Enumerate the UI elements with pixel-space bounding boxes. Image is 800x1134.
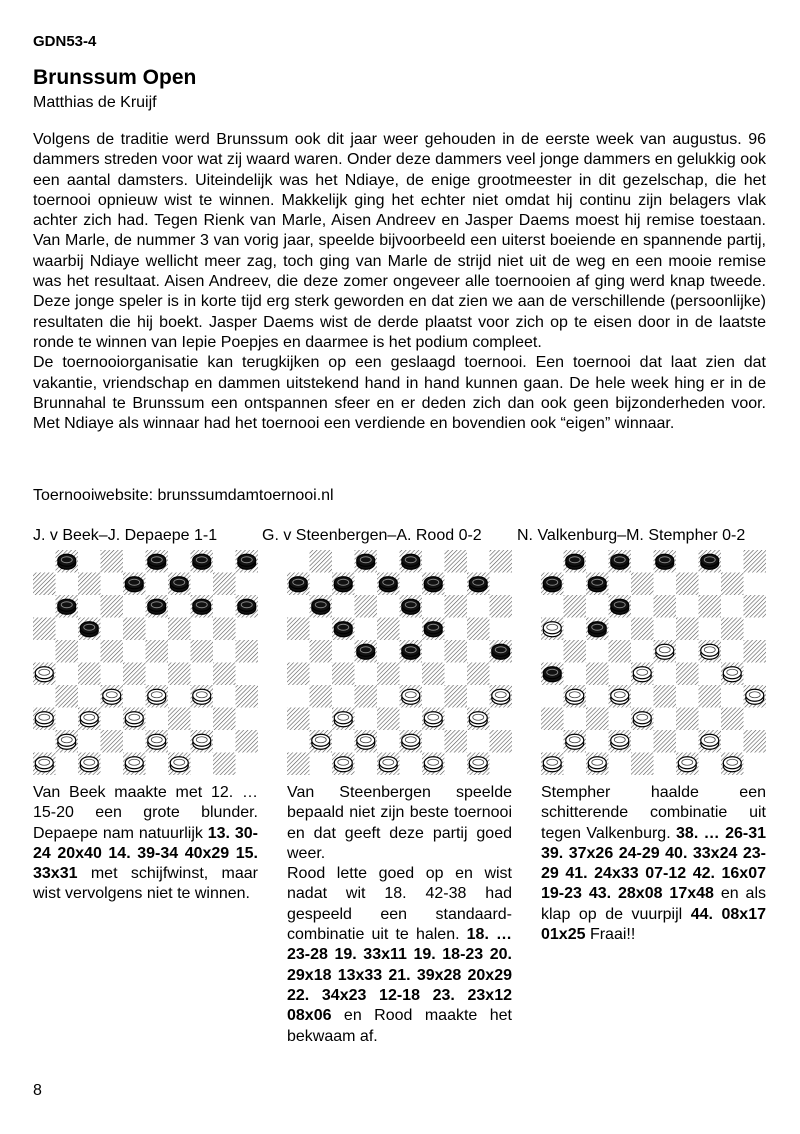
black-piece <box>566 554 584 569</box>
dark-square <box>721 573 744 596</box>
dark-square <box>377 663 400 686</box>
dark-square <box>33 618 56 641</box>
white-piece <box>469 757 487 772</box>
dark-square <box>490 730 513 753</box>
dark-square <box>287 753 310 776</box>
white-piece <box>469 712 487 727</box>
black-piece <box>193 554 211 569</box>
dark-square <box>287 618 310 641</box>
white-piece <box>424 712 442 727</box>
dark-square <box>377 618 400 641</box>
dark-square <box>123 663 146 686</box>
dark-square <box>467 663 490 686</box>
dark-square <box>168 618 191 641</box>
dark-square <box>101 550 124 573</box>
black-piece <box>402 644 420 659</box>
dark-square <box>721 618 744 641</box>
white-piece <box>701 644 719 659</box>
dark-square <box>310 550 333 573</box>
dark-square <box>101 640 124 663</box>
dark-square <box>236 640 259 663</box>
black-piece <box>170 577 188 592</box>
dark-square <box>445 640 468 663</box>
notation-bold: 13. 30-24 20x40 14. 39-34 40x29 15. 33x31 <box>33 824 258 883</box>
intro-text-1: Volgens de traditie werd Brunssum ook dit jaar weer gehouden in de eerste week van augustus. 96 dammers streden voor wat zij waard waren. Onder deze dammers veel jonge dammers en gelukkig ook een aantal damsters. Uiteindelijk was het Ndiaye, de enige grootmeester in dit gezelschap, die het toernooi opnieuw wist te winnen. Makkelijk ging het echter niet omdat hij continu zijn belagers vlak achter zich had. Tegen Rienk van Marle, Aisen Andreev en Jasper Daems moest hij remise toestaan. Van Marle, de nummer 3 van vorig jaar, speelde bijvoorbeeld een uiterst boeiende en spannende partij, waarbij Ndiaye wellicht meer zag, toch ging van Marle de strijd niet uit de weg en een mooie remise was het resultaat. Aisen Andreev, die deze zomer ongeveer alle toernooien af ging werd knap tweede. Deze jonge speler is in korte tijd erg sterk geworden en dat zien we aan de verschillende (persoonlijke) resultaten die hij boekt. Jasper Daems wist de derde plaatst voor zich op te eisen door in de laatste ronde te winnen van Iepie Poepjes en daarmee is het podium compleet. <box>33 131 766 351</box>
black-piece <box>148 554 166 569</box>
notes-text: en als klap op de vuurpijl <box>541 885 767 923</box>
dark-square <box>631 618 654 641</box>
black-piece <box>469 577 487 592</box>
dark-square <box>699 685 722 708</box>
white-piece <box>357 734 375 749</box>
dark-square <box>676 708 699 731</box>
white-piece <box>543 757 561 772</box>
dark-square <box>355 595 378 618</box>
black-piece <box>543 577 561 592</box>
black-piece <box>238 554 256 569</box>
dark-square <box>744 730 767 753</box>
dark-square <box>213 663 236 686</box>
dark-square <box>564 640 587 663</box>
dark-square <box>287 708 310 731</box>
white-piece <box>633 667 651 682</box>
dark-square <box>654 685 677 708</box>
white-piece <box>424 757 442 772</box>
dark-square <box>213 708 236 731</box>
dark-square <box>654 730 677 753</box>
game-title-1: J. v Beek–J. Depaepe 1-1 <box>33 527 218 544</box>
white-piece <box>80 712 98 727</box>
article-author: Matthias de Kruijf <box>33 94 157 111</box>
dark-square <box>101 595 124 618</box>
black-piece <box>357 554 375 569</box>
white-piece <box>746 689 764 704</box>
white-piece <box>402 734 420 749</box>
tournament-website: Toernooiwebsite: brunssumdamtoernooi.nl <box>33 487 334 504</box>
black-piece <box>379 577 397 592</box>
dark-square <box>78 663 101 686</box>
dark-square <box>490 550 513 573</box>
dark-square <box>191 640 214 663</box>
white-piece <box>334 757 352 772</box>
page-number: 8 <box>33 1082 42 1099</box>
notation-bold: 18. … 23-28 19. 33x11 19. 18-23 20. 29x18 13x33 21. 39x28 20x29 22. 34x23 12-18 23. 23x12 08x06 <box>287 926 513 1025</box>
black-piece <box>80 622 98 637</box>
black-piece <box>193 599 211 614</box>
dark-square <box>445 550 468 573</box>
dark-square <box>586 708 609 731</box>
draughts-board-2 <box>287 550 512 775</box>
white-piece <box>566 689 584 704</box>
game-notes-3 <box>541 783 766 945</box>
white-piece <box>193 734 211 749</box>
dark-square <box>236 685 259 708</box>
dark-square <box>445 595 468 618</box>
dark-square <box>78 573 101 596</box>
white-piece <box>611 734 629 749</box>
dark-square <box>56 685 79 708</box>
white-piece <box>723 667 741 682</box>
black-piece <box>238 599 256 614</box>
white-piece <box>334 712 352 727</box>
dark-square <box>56 640 79 663</box>
notes-text: en Rood maakte het bekwaam af. <box>287 1007 512 1045</box>
notes-text: Stempher haalde een schitterende combinatie uit tegen Valkenburg. <box>541 784 766 842</box>
white-piece <box>125 712 143 727</box>
intro-text-2: De toernooiorganisatie kan terugkijken op een geslaagd toernooi. Een toernooi dat laat zien dat vakantie, vriendschap en dammen uitstekend hand in hand kunnen gaan. De hele week hing er in de Brunnahal te Brunssum een ontspannen sfeer en er deden zich dan ook geen bijzonderheden voor. Met Ndiaye als winnaar had het toernooi een verdiende en bovendien ook “eigen” winnaar. <box>33 354 766 433</box>
white-piece <box>379 757 397 772</box>
dark-square <box>445 730 468 753</box>
black-piece <box>701 554 719 569</box>
black-piece <box>611 554 629 569</box>
article-code: GDN53-4 <box>33 33 97 50</box>
dark-square <box>287 663 310 686</box>
white-piece <box>701 734 719 749</box>
white-piece <box>35 667 53 682</box>
dark-square <box>355 685 378 708</box>
black-piece <box>588 622 606 637</box>
white-piece <box>402 689 420 704</box>
white-piece <box>80 757 98 772</box>
dark-square <box>676 573 699 596</box>
intro-paragraph <box>33 130 766 434</box>
game-notes-2 <box>287 783 512 1047</box>
white-piece <box>611 689 629 704</box>
game-title-3: N. Valkenburg–M. Stempher 0-2 <box>517 527 746 544</box>
black-piece <box>334 622 352 637</box>
white-piece <box>656 644 674 659</box>
dark-square <box>33 573 56 596</box>
dark-square <box>676 618 699 641</box>
black-piece <box>424 622 442 637</box>
dark-square <box>744 550 767 573</box>
notes-text: Van Beek maakte met 12. … 15-20 een grote blunder. Depaepe nam natuurlijk <box>33 784 258 842</box>
dark-square <box>422 663 445 686</box>
white-piece <box>492 689 510 704</box>
black-piece <box>58 599 76 614</box>
notes-text: met schijfwinst, maar wist vervolgens niet te winnen. <box>33 865 258 903</box>
black-piece <box>289 577 307 592</box>
dark-square <box>564 595 587 618</box>
white-piece <box>543 622 561 637</box>
white-piece <box>193 689 211 704</box>
black-piece <box>611 599 629 614</box>
black-piece <box>334 577 352 592</box>
dark-square <box>377 708 400 731</box>
dark-square <box>586 663 609 686</box>
black-piece <box>125 577 143 592</box>
dark-square <box>332 663 355 686</box>
white-piece <box>312 734 330 749</box>
dark-square <box>445 685 468 708</box>
dark-square <box>490 595 513 618</box>
dark-square <box>676 663 699 686</box>
dark-square <box>168 663 191 686</box>
black-piece <box>543 667 561 682</box>
draughts-board-3 <box>541 550 766 775</box>
notes-text: Fraai!! <box>585 926 636 944</box>
dark-square <box>631 573 654 596</box>
white-piece <box>566 734 584 749</box>
notes-text: Rood lette goed op en wist nadat wit 18. 42-38 had gespeeld een standaard-combinatie uit te halen. <box>287 865 512 944</box>
dark-square <box>310 685 333 708</box>
black-piece <box>656 554 674 569</box>
white-piece <box>723 757 741 772</box>
dark-square <box>467 618 490 641</box>
dark-square <box>654 595 677 618</box>
white-piece <box>148 734 166 749</box>
white-piece <box>148 689 166 704</box>
black-piece <box>588 577 606 592</box>
black-piece <box>357 644 375 659</box>
dark-square <box>146 640 169 663</box>
dark-square <box>101 730 124 753</box>
black-piece <box>492 644 510 659</box>
dark-square <box>721 708 744 731</box>
dark-square <box>123 618 146 641</box>
black-piece <box>424 577 442 592</box>
white-piece <box>633 712 651 727</box>
black-piece <box>148 599 166 614</box>
white-piece <box>678 757 696 772</box>
dark-square <box>609 640 632 663</box>
notation-bold: 38. … 26-31 39. 37x26 24-29 40. 33x24 23-29 41. 24x33 07-12 42. 16x07 19-23 43. 28x08 17x48 <box>541 824 766 903</box>
white-piece <box>58 734 76 749</box>
dark-square <box>213 573 236 596</box>
article-title: Brunssum Open <box>33 66 197 89</box>
dark-square <box>744 640 767 663</box>
dark-square <box>744 595 767 618</box>
black-piece <box>402 554 420 569</box>
white-piece <box>35 712 53 727</box>
dark-square <box>699 595 722 618</box>
game-title-2: G. v Steenbergen–A. Rood 0-2 <box>262 527 482 544</box>
game-notes-1 <box>33 783 258 905</box>
dark-square <box>236 730 259 753</box>
white-piece <box>588 757 606 772</box>
white-piece <box>170 757 188 772</box>
dark-square <box>310 640 333 663</box>
black-piece <box>312 599 330 614</box>
notes-text: Van Steenbergen speelde bepaald niet zijn beste toernooi en dat geeft deze partij goed weer. <box>287 784 512 862</box>
white-piece <box>35 757 53 772</box>
dark-square <box>168 708 191 731</box>
black-piece <box>402 599 420 614</box>
draughts-board-1 <box>33 550 258 775</box>
dark-square <box>213 753 236 776</box>
notation-bold: 44. 08x17 01x25 <box>541 905 766 944</box>
white-piece <box>125 757 143 772</box>
dark-square <box>213 618 236 641</box>
dark-square <box>541 708 564 731</box>
black-piece <box>58 554 76 569</box>
white-piece <box>103 689 121 704</box>
dark-square <box>631 753 654 776</box>
